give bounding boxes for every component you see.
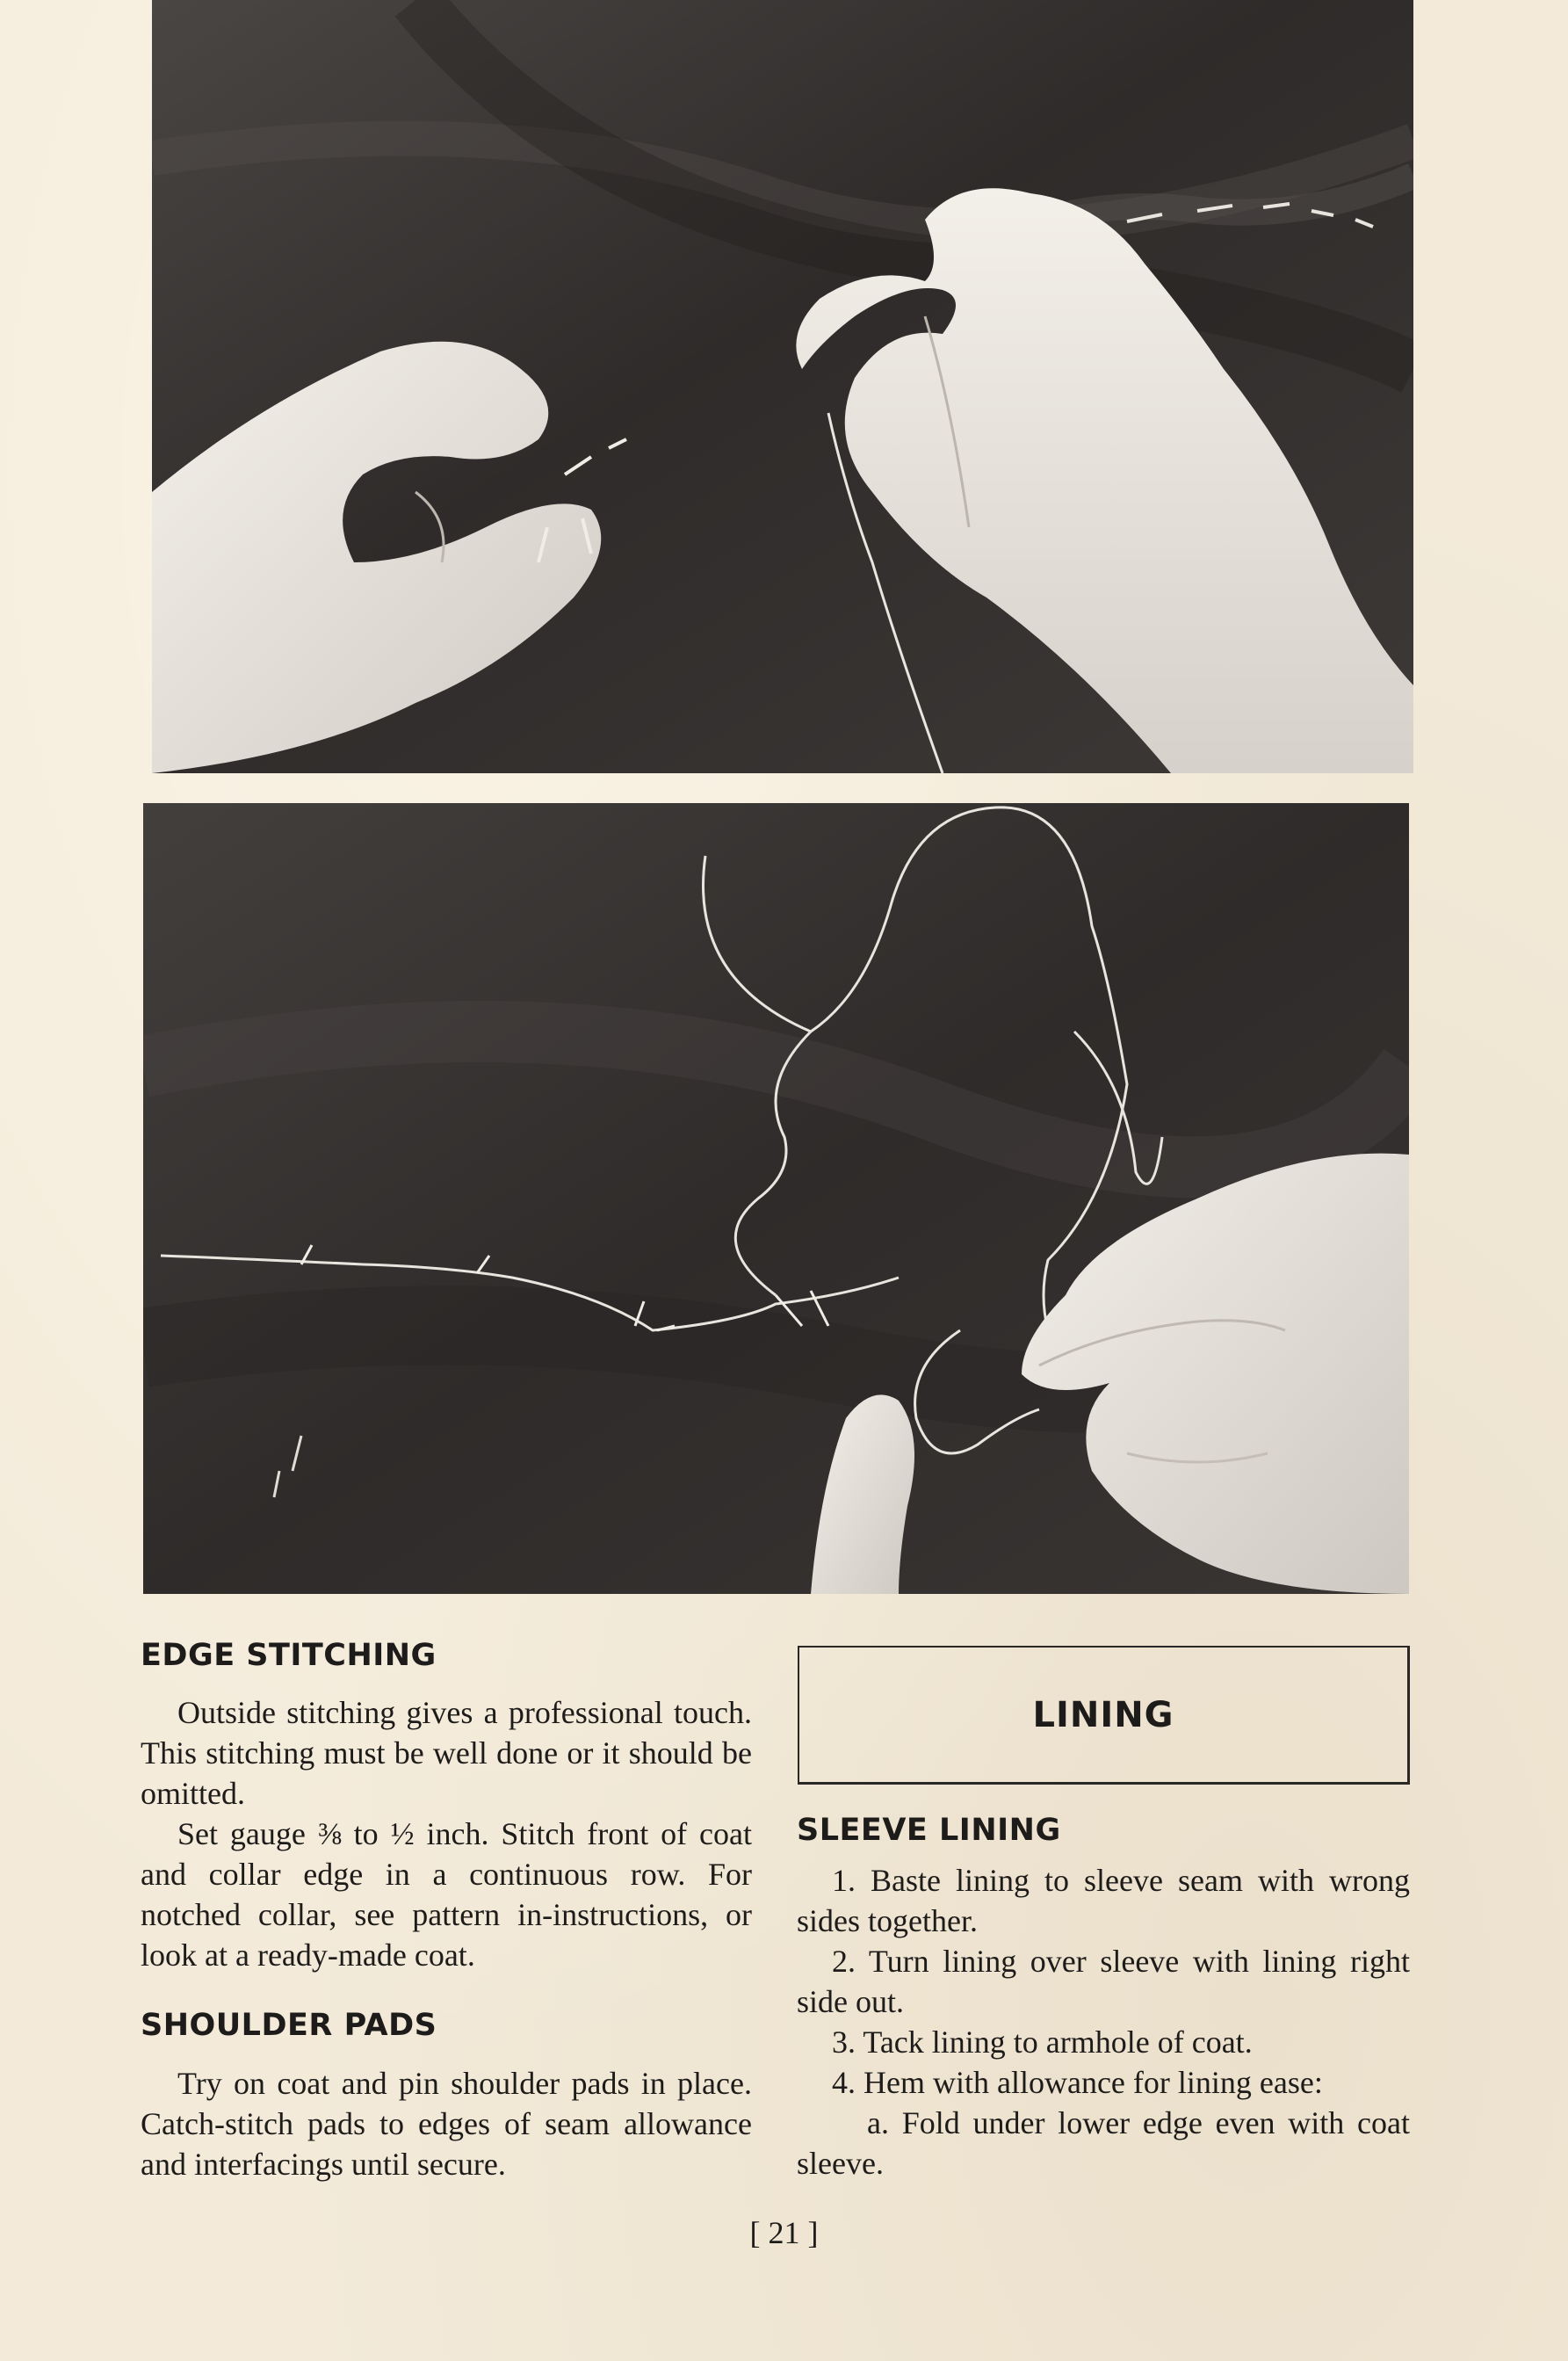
edge-stitching-heading: EDGE STITCHING (141, 1638, 437, 1673)
sleeve-lining-step-4a: a. Fold under lower edge even with coat sleeve. (797, 2105, 1410, 2181)
bottom-photo-hands-catch-stitching (143, 803, 1409, 1594)
edge-stitching-paragraph-1: Outside stitching gives a professional touch. This stitching must be well done or it should be omitted. (141, 1695, 752, 1811)
lining-title: LINING (1032, 1695, 1174, 1735)
lining-title-box (798, 1646, 1410, 1785)
edge-stitching-paragraph-2: Set gauge ⅜ to ½ inch. Stitch front of coat and collar edge in a continuous row. For notched collar, see pattern in-instructions, or look at a ready-made coat. (141, 1816, 752, 1973)
sleeve-lining-step-4: 4. Hem with allowance for lining ease: (832, 2065, 1323, 2100)
page-number: [ 21 ] (749, 2215, 819, 2250)
sleeve-lining-heading: SLEEVE LINING (797, 1813, 1061, 1848)
shoulder-pads-heading: SHOULDER PADS (141, 2008, 437, 2043)
sleeve-lining-step-2: 2. Turn lining over sleeve with lining right side out. (797, 1944, 1410, 2019)
top-photo-hands-stitching (152, 0, 1413, 773)
shoulder-pads-paragraph: Try on coat and pin shoulder pads in place. Catch-stitch pads to edges of seam allowance and interfacings until secure. (141, 2066, 752, 2182)
sleeve-lining-step-1: 1. Baste lining to sleeve seam with wrong sides together. (797, 1863, 1410, 1938)
sleeve-lining-step-3: 3. Tack lining to armhole of coat. (832, 2024, 1253, 2060)
